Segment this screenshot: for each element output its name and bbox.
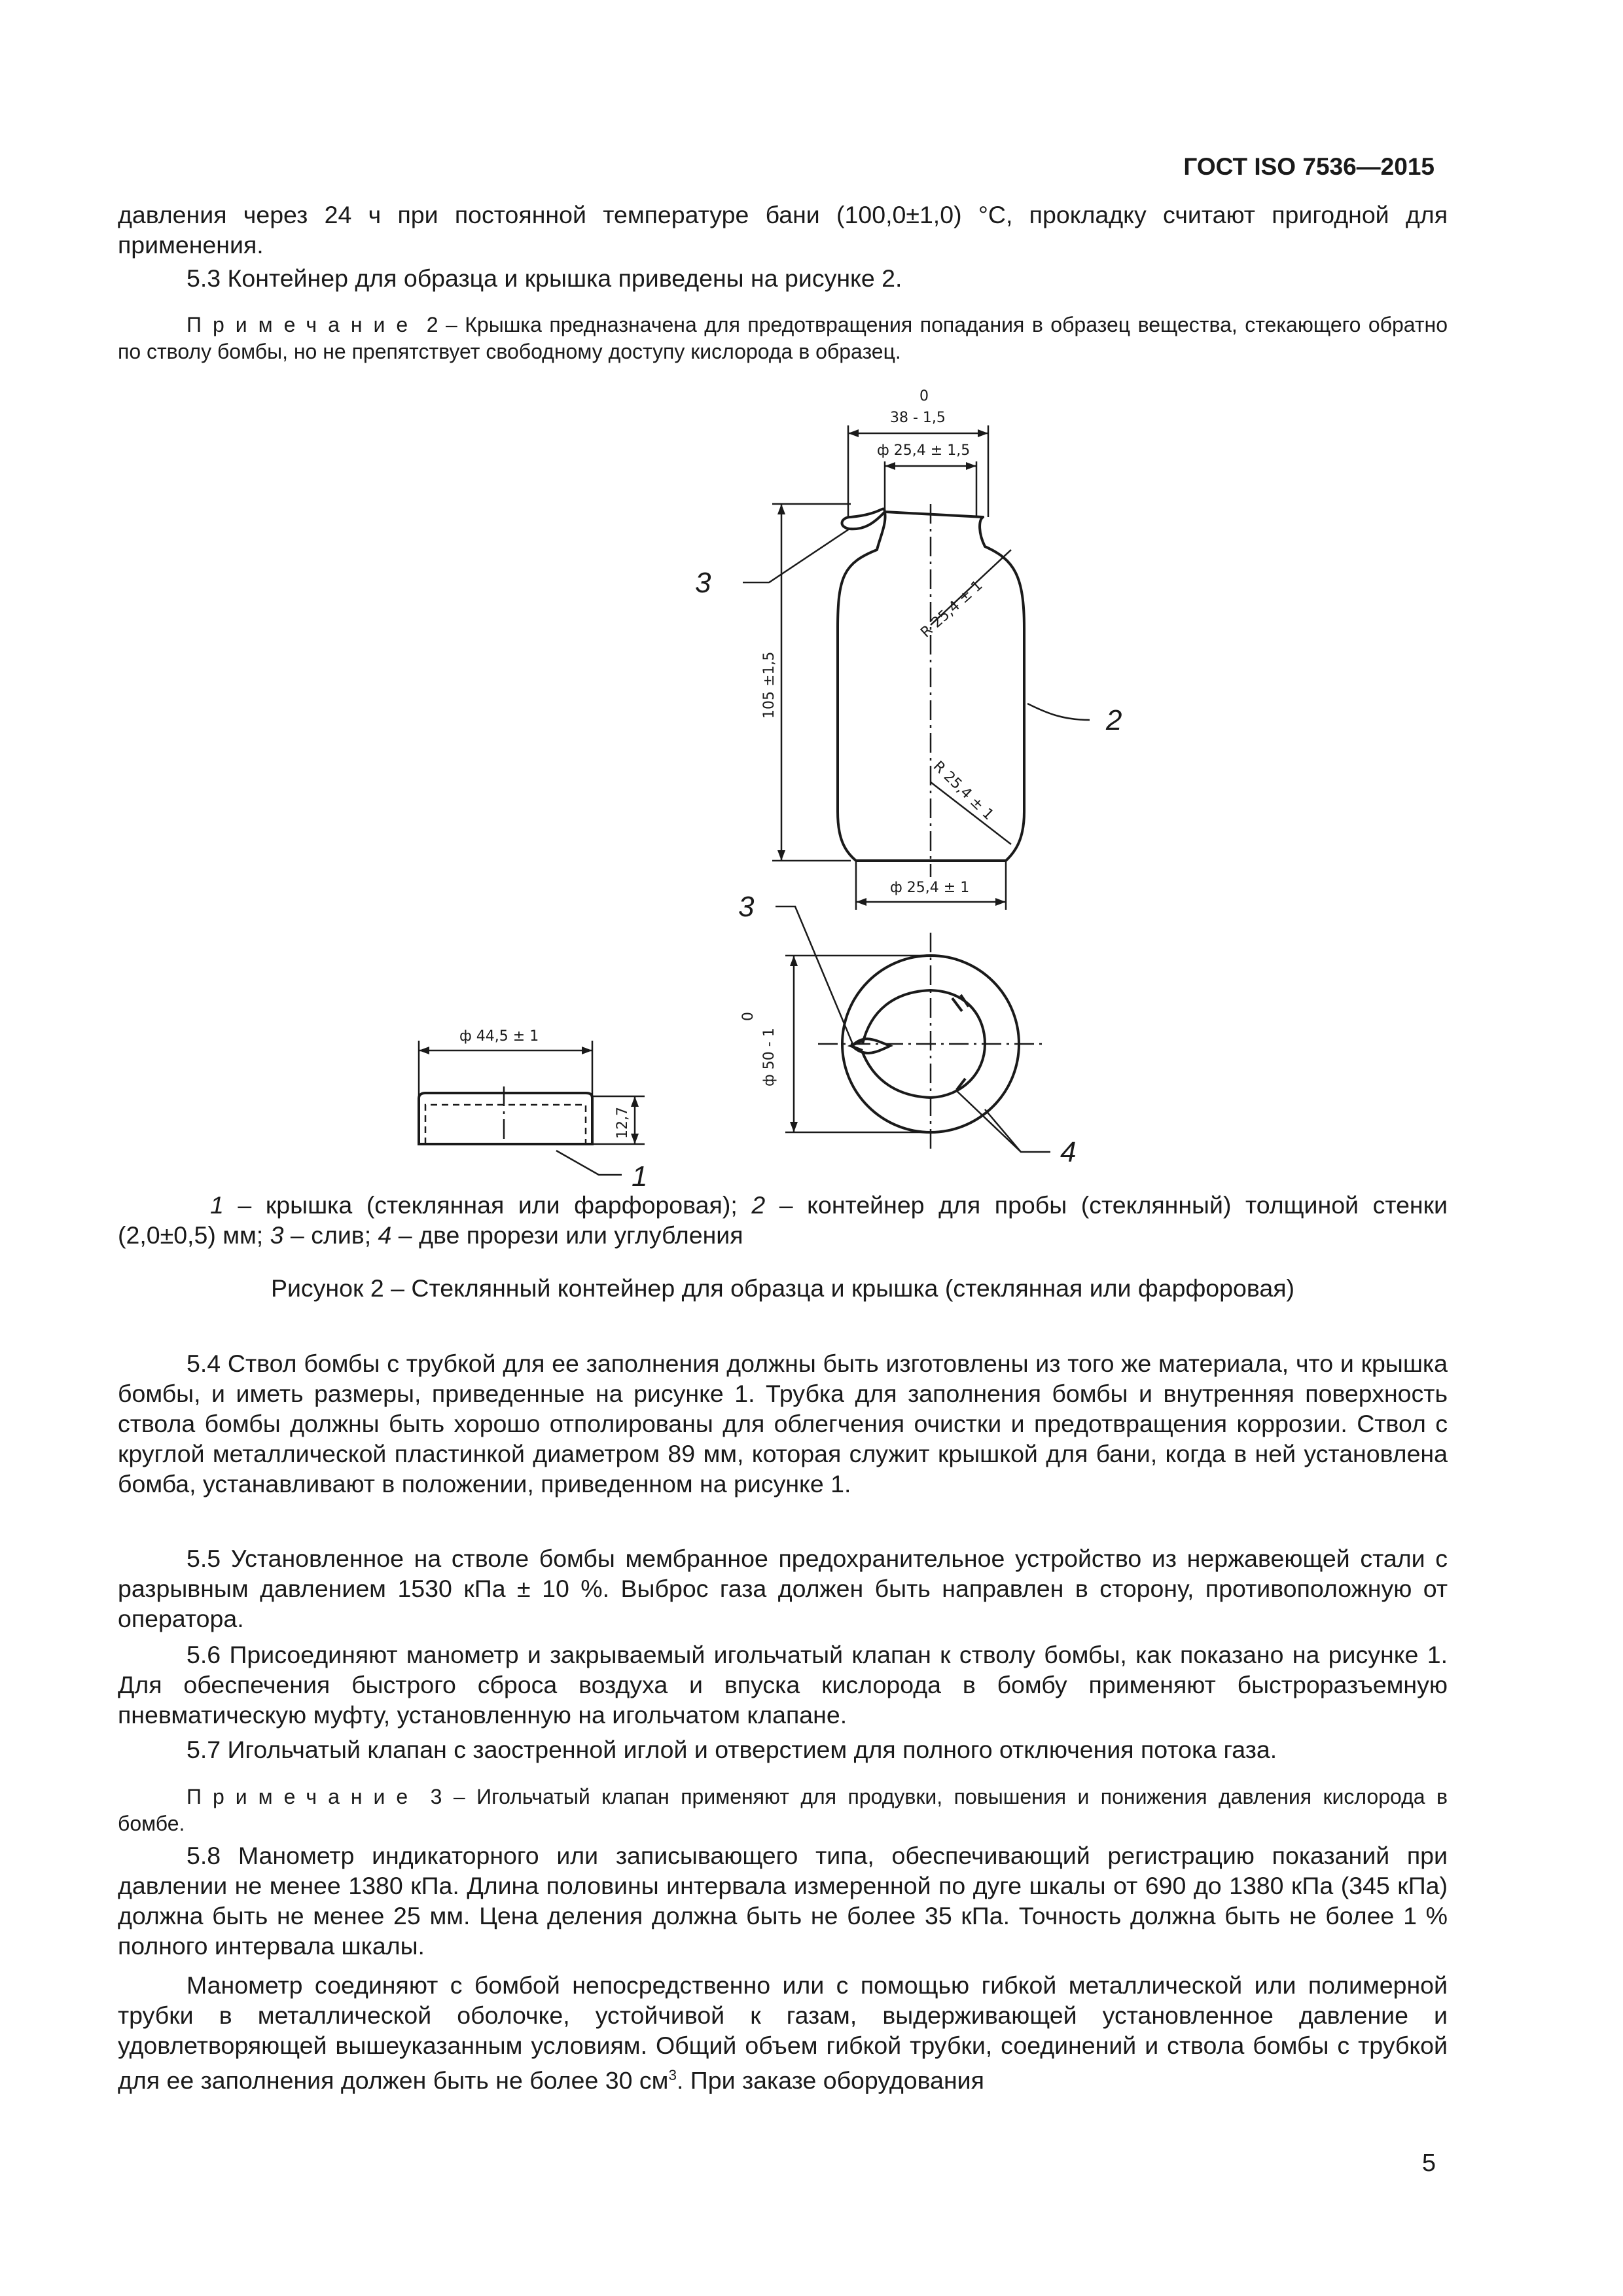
lid-outline <box>419 1093 592 1144</box>
label-3-top-view: 3 <box>738 891 755 923</box>
dim-radius-bottom: R 25,4 ± 1 <box>929 758 997 824</box>
paragraph-continuation: давления через 24 ч при постоянной температуре бани (100,0±1,0) °С, прокладку считают пригодной для применения. <box>118 201 1448 259</box>
dim-top-view-sup: 0 <box>740 1012 757 1021</box>
dim-lid-height: 12,7 <box>615 1107 631 1139</box>
paragraph-5-6: 5.6 Присоединяют манометр и закрываемый игольчатый клапан к стволу бомбы, как показано на рисунке 1. Для обеспечения быстрого сброса воздуха и впуска кислорода в бомбу применяют быстроразъемную пневматическую муфту, установленную на игольчатом клапане. <box>118 1641 1448 1729</box>
figure-legend <box>118 1190 1448 1250</box>
note-3-label: Примечание <box>187 1785 419 1808</box>
paragraph-5-5: 5.5 Установленное на стволе бомбы мембранное предохранительное устройство из нержавеющей стали с разрывным давлением 1530 кПа ± 10 %. Выброс газа должен быть направлен в сторону, противоположную от оператора. <box>118 1545 1448 1632</box>
note-2-text: 2 – Крышка предназначена для предотвращения попадания в образец вещества, стекающего обратно по стволу бомбы, но не препятствует свободному доступу кислорода в образец. <box>118 313 1448 363</box>
paragraph-5-3: 5.3 Контейнер для образца и крышка приведены на рисунке 2. <box>187 264 902 292</box>
figure-title: Рисунок 2 – Стеклянный контейнер для образца и крышка (стеклянная или фарфоровая) <box>270 1274 1295 1302</box>
paragraph-5-4: 5.4 Ствол бомбы с трубкой для ее заполнения должны быть изготовлены из того же материала, что и крышка бомбы, и иметь размеры, приведенные на рисунке 1. Трубка для заполнения бомбы и внутренняя поверхность ствола бомбы должны быть хорошо отполированы для облегчения очистки и предотвращения коррозии. Ствол с круглой металлической пластинкой диаметром 89 мм, которая служит крышкой для бани, когда в ней установлена бомба, устанавливают в положении, приведенном на рисунке 1. <box>118 1350 1448 1498</box>
paragraph-manometer-tail: . При заказе оборудования <box>676 2066 984 2094</box>
label-1-lid: 1 <box>632 1160 648 1193</box>
dim-neck: ф 25,4 ± 1,5 <box>877 442 971 459</box>
note-3-text: 3 – Игольчатый клапан применяют для продувки, повышения и понижения давления кислорода в бомбе. <box>118 1785 1448 1835</box>
legend-4-num: 4 <box>378 1221 392 1249</box>
legend-1-text: – крышка (стеклянная или фарфоровая); <box>223 1191 752 1219</box>
legend-3-num: 3 <box>270 1221 284 1249</box>
dim-top-outer-sup: 0 <box>919 388 929 404</box>
document-code-header: ГОСТ ISO 7536—2015 <box>1183 153 1435 180</box>
paragraph-5-8: 5.8 Манометр индикаторного или записывающего типа, обеспечивающий регистрацию показаний при давлении не менее 1380 кПа. Длина половины интервала измеренной по дуге шкалы от 690 до 1380 кПа (345 кПа) должна быть не менее 25 мм. Цена деления должна быть не более 35 кПа. Точность должна быть не более 1 % полного интервала шкалы. <box>118 1842 1448 1960</box>
superscript-3: 3 <box>668 2067 677 2083</box>
dim-top-outer: 38 - 1,5 <box>890 410 946 426</box>
legend-3-text: – слив; <box>283 1221 378 1249</box>
dim-radius-top: R 25,4 ± 1 <box>918 577 986 641</box>
legend-4-text: – две прорези или углубления <box>391 1221 743 1249</box>
dim-height: 105 ±1,5 <box>761 651 777 719</box>
dim-lid-diameter: ф 44,5 ± 1 <box>459 1028 539 1045</box>
paragraph-5-7: 5.7 Игольчатый клапан с заостренной иглой и отверстием для полного отключения потока газа. <box>187 1736 1277 1763</box>
dim-bottom: ф 25,4 ± 1 <box>890 880 970 896</box>
legend-2-num: 2 <box>751 1191 766 1219</box>
label-3-spout: 3 <box>695 567 711 599</box>
dim-top-view-diameter: ф 50 - 1 <box>761 1028 777 1086</box>
legend-2-text: – контейнер для пробы (стеклянный) толщиной стенки (2,0±0,5) мм; <box>118 1191 1448 1249</box>
note-2-label: Примечание <box>187 313 419 336</box>
label-4-slots: 4 <box>1060 1136 1077 1168</box>
label-2-container: 2 <box>1106 704 1122 736</box>
legend-1-num: 1 <box>210 1191 224 1219</box>
paragraph-manometer <box>118 1970 1448 2096</box>
page-number: 5 <box>1421 2149 1436 2177</box>
note-3 <box>118 1784 1448 1837</box>
paragraph-manometer-text: Манометр соединяют с бомбой непосредственно или с помощью гибкой металлической или полимерной трубки в металлической оболочке, устойчивой к газам, выдерживающей установленное давление и удовлетворяющей вышеуказанным условиям. Общий объем гибкой трубки, соединений и ствола бомбы с трубкой для ее заполнения должен быть не более 30 см <box>118 1971 1448 2094</box>
